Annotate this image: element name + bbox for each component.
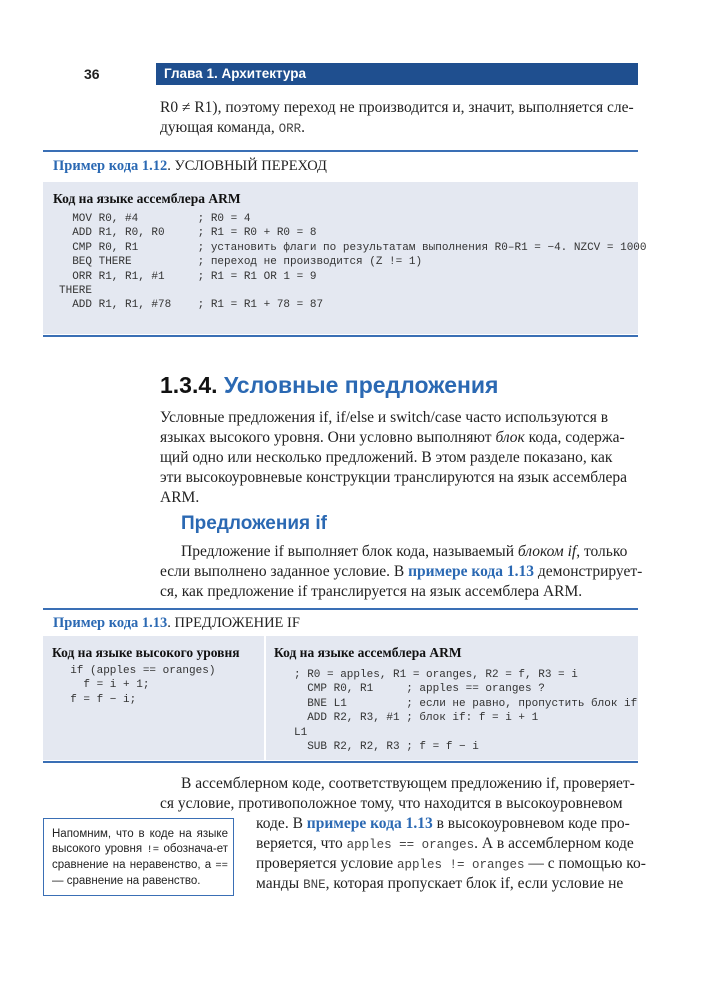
subsection-line-1 — [181, 542, 627, 562]
section-paragraph-line-1: Условные предложения if, if/else и switch/case часто используются в — [160, 409, 609, 426]
subsection-text: демонстрирует- — [537, 563, 643, 580]
subsection-line-2 — [160, 562, 642, 582]
code-line: BEQ THERE ; переход не производится (Z != 1) — [59, 256, 423, 269]
example-12-code-box — [43, 182, 647, 334]
example-12-label-number: Пример кода 1.12 — [53, 158, 168, 174]
code-line: ; R0 = apples, R1 = oranges, R2 = f, R3 = i — [294, 669, 578, 681]
code-line: if (apples == oranges) — [57, 665, 216, 677]
intro-line-1: R0 ≠ R1), поэтому переход не производится и, значит, выполняется сле- — [160, 99, 634, 116]
code-line: CMP R0, R1 ; установить флаги по результатам выполнения R0–R1 = −4. NZCV = 1000 — [59, 241, 647, 254]
example-13-label-number: Пример кода 1.13 — [53, 615, 168, 631]
code-line: ADD R1, R1, #78 ; R1 = R1 + 78 = 87 — [59, 299, 324, 312]
example-13-reference-link[interactable]: примере кода 1.13 — [306, 815, 433, 832]
subsection-line-3: ся, как предложение if транслируется на язык ассемблера ARM. — [160, 583, 583, 600]
example-13-hl-code-box — [43, 636, 264, 760]
code-line: MOV R0, #4 ; R0 = 4 — [59, 213, 251, 225]
paragraph-text: языках высокого уровня. Они условно выполняют — [160, 429, 492, 446]
example-13-hl-heading: Код на языке высокого уровня — [52, 645, 240, 660]
example-13-top-rule — [43, 608, 638, 610]
code-line: ADD R2, R3, #1 ; блок if: f = i + 1 — [294, 712, 539, 725]
intro-line-2-text: дующая команда, — [160, 119, 275, 136]
note-text: обознача-ет сравнение на неравенство, а — [52, 843, 228, 871]
subsection-text: если выполнено заданное условие. В — [160, 563, 405, 580]
intro-line-2 — [160, 118, 305, 139]
closing-line-3 — [256, 814, 630, 834]
example-12-code-block — [59, 212, 647, 313]
closing-text: в высокоуровневом коде про- — [436, 815, 630, 832]
example-13-reference-link[interactable]: примере кода 1.13 — [408, 563, 534, 580]
page-number: 36 — [84, 66, 100, 82]
note-inline-code: != — [146, 844, 160, 856]
example-12-label-title: . УСЛОВНЫЙ ПЕРЕХОД — [167, 158, 327, 174]
inline-code: apples == oranges — [346, 838, 475, 852]
intro-line-2-end: . — [301, 119, 306, 136]
section-paragraph-line-3: щий одно или несколько предложений. В этом разделе показано, как — [160, 449, 613, 466]
inline-code: BNE — [303, 878, 326, 892]
section-name: Условные предложения — [223, 372, 499, 398]
section-paragraph-line-4: эти высокоуровневые конструкции транслируются на язык ассемблера — [160, 469, 628, 486]
closing-line-4 — [256, 834, 634, 855]
section-number: 1.3.4. — [160, 372, 218, 398]
closing-line-5 — [256, 854, 646, 875]
code-line: f = f − i; — [57, 693, 137, 706]
code-line: CMP R0, R1 ; apples == oranges ? — [294, 683, 545, 696]
inline-code: apples != oranges — [397, 858, 525, 872]
margin-note-box — [43, 818, 234, 896]
example-13-label-title: . ПРЕДЛОЖЕНИЕ IF — [167, 615, 300, 631]
example-12-top-rule — [43, 150, 638, 152]
example-13-bottom-rule — [43, 761, 638, 763]
closing-text: манды — [256, 875, 300, 892]
chapter-header-bar — [156, 63, 638, 85]
closing-text: проверяется условие — [256, 855, 394, 872]
example-13-label — [53, 615, 300, 632]
note-inline-code: == — [215, 860, 228, 872]
code-line: THERE — [59, 285, 93, 298]
code-line: ORR R1, R1, #1 ; R1 = R1 OR 1 = 9 — [59, 270, 317, 283]
code-line: BNE L1 ; если не равно, пропустить блок if — [294, 697, 638, 710]
intro-inline-code: ORR — [278, 122, 302, 136]
example-12-code-heading: Код на языке ассемблера ARM — [53, 191, 241, 206]
closing-line-1: В ассемблерном коде, соответствующем предложению if, проверяет- — [181, 775, 635, 792]
code-line: SUB R2, R2, R3 ; f = f − i — [294, 741, 479, 754]
example-13-asm-heading: Код на языке ассемблера ARM — [274, 645, 462, 660]
example-12-bottom-rule — [43, 335, 638, 337]
section-paragraph-line-5: ARM. — [160, 489, 200, 506]
paragraph-emphasis: блок — [495, 429, 525, 446]
closing-line-6 — [256, 874, 623, 895]
section-paragraph-line-2 — [160, 428, 625, 448]
closing-text: веряется, что — [256, 835, 343, 852]
note-text: — сравнение на равенство. — [52, 875, 201, 887]
closing-text: . А в ассемблерном коде — [474, 835, 634, 852]
subsection-text: Предложение if выполняет блок кода, называемый — [181, 543, 514, 560]
closing-text: , которая пропускает блок if, если условие не — [325, 875, 624, 892]
paragraph-text: кода, содержа- — [528, 429, 625, 446]
code-line: f = i + 1; — [57, 679, 150, 692]
note-text: Напомним, что в коде на языке высокого уровня — [52, 828, 228, 855]
example-13-asm-code-block — [294, 668, 637, 754]
example-12-label — [53, 158, 327, 175]
margin-note-text — [52, 827, 228, 889]
example-13-asm-code-box — [266, 636, 638, 760]
code-line: ADD R1, R0, R0 ; R1 = R0 + R0 = 8 — [59, 227, 317, 240]
code-line: L1 — [294, 726, 308, 739]
section-title — [160, 372, 498, 399]
subsection-text: , только — [576, 543, 628, 560]
chapter-title: Глава 1. Архитектура — [164, 66, 306, 81]
example-13-hl-code-block — [57, 664, 215, 707]
subsection-emphasis: блоком if — [517, 543, 577, 560]
closing-line-2: ся условие, противоположное тому, что находится в высокоуровневом — [160, 795, 623, 812]
closing-text: — с помощью ко- — [528, 855, 646, 872]
subsection-title: Предложения if — [181, 513, 327, 534]
closing-text: коде. В — [256, 815, 303, 832]
